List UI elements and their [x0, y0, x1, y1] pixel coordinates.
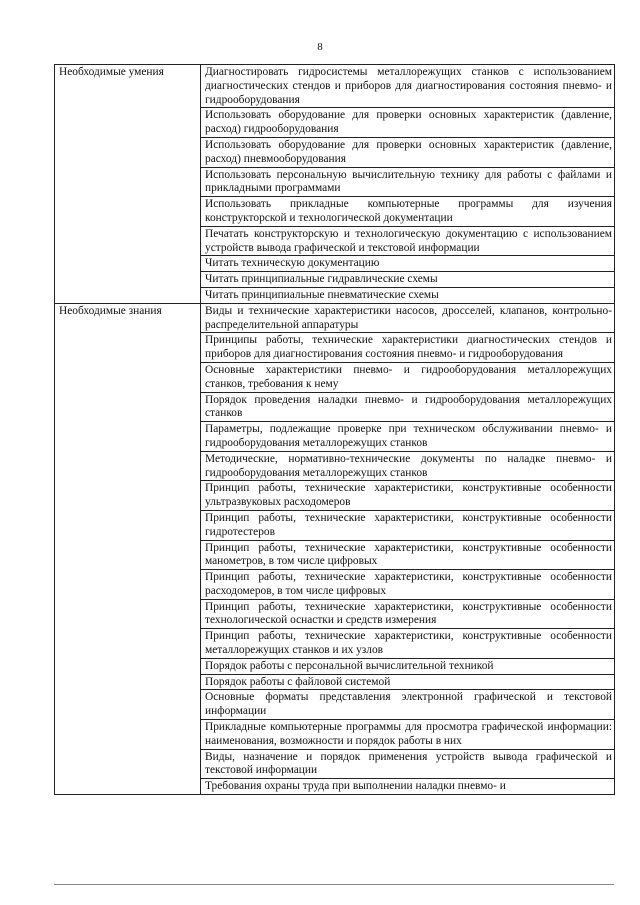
requirement-item: Виды, назначение и порядок применения устройств вывода графической и текстовой информации	[201, 749, 615, 779]
page-bottom-rule	[54, 884, 614, 885]
requirement-item: Порядок проведения наладки пневмо- и гидрооборудования металлорежущих станков	[201, 392, 615, 422]
requirement-item: Использовать прикладные компьютерные программы для изучения конструкторской и технологической документации	[201, 197, 615, 227]
requirement-item: Читать принципиальные гидравлические схемы	[201, 272, 615, 288]
requirement-item: Принцип работы, технические характеристики, конструктивные особенности манометров, в том числе цифровых	[201, 540, 615, 570]
requirement-item: Использовать персональную вычислительную технику для работы с файлами и прикладными программами	[201, 167, 615, 197]
requirement-item: Принципы работы, технические характеристики диагностических стендов и приборов для диагностирования состояния пневмо- и гидрооборудования	[201, 333, 615, 363]
requirement-item: Использовать оборудование для проверки основных характеристик (давление, расход) пневмооборудования	[201, 137, 615, 167]
requirement-item: Печатать конструкторскую и технологическую документацию с использованием устройств вывода графической и текстовой информации	[201, 226, 615, 256]
requirement-item: Читать техническую документацию	[201, 256, 615, 272]
requirement-item: Прикладные компьютерные программы для просмотра графической информации: наименования, возможности и порядок работы в них	[201, 720, 615, 750]
section-title: Необходимые умения	[55, 65, 201, 304]
requirement-item: Принцип работы, технические характеристики, конструктивные особенности расходомеров, в том числе цифровых	[201, 570, 615, 600]
requirement-item: Порядок работы с файловой системой	[201, 674, 615, 690]
requirement-item: Принцип работы, технические характеристики, конструктивные особенности металлорежущих станков и их узлов	[201, 629, 615, 659]
requirement-item: Принцип работы, технические характеристики, конструктивные особенности гидротестеров	[201, 510, 615, 540]
requirements-table-container	[54, 64, 614, 795]
requirement-item: Порядок работы с персональной вычислительной техникой	[201, 658, 615, 674]
requirement-item: Параметры, подлежащие проверке при техническом обслуживании пневмо- и гидрооборудования металлорежущих станков	[201, 422, 615, 452]
requirement-item: Основные форматы представления электронной графической и текстовой информации	[201, 690, 615, 720]
page-number: 8	[317, 41, 323, 53]
table-row	[55, 303, 615, 333]
requirement-item: Диагностировать гидросистемы металлорежущих станков с использованием диагностических стендов и приборов для диагностирования состояния пневмо- и гидрооборудования	[201, 65, 615, 108]
requirement-item: Виды и технические характеристики насосов, дросселей, клапанов, контрольно-распределительной аппаратуры	[201, 303, 615, 333]
requirement-item: Методические, нормативно-технические документы по наладке пневмо- и гидрооборудования металлорежущих станков	[201, 451, 615, 481]
requirement-item: Принцип работы, технические характеристики, конструктивные особенности ультразвуковых расходомеров	[201, 481, 615, 511]
requirement-item: Читать принципиальные пневматические схемы	[201, 287, 615, 303]
section-title: Необходимые знания	[55, 303, 201, 794]
requirement-item: Требования охраны труда при выполнении наладки пневмо- и	[201, 779, 615, 795]
requirement-item: Основные характеристики пневмо- и гидрооборудования металлорежущих станков, требования к нему	[201, 362, 615, 392]
requirements-table	[54, 64, 615, 795]
requirement-item: Принцип работы, технические характеристики, конструктивные особенности технологической оснастки и средств измерения	[201, 599, 615, 629]
table-row	[55, 65, 615, 108]
requirements-table-body	[55, 65, 615, 795]
requirement-item: Использовать оборудование для проверки основных характеристик (давление, расход) гидрооборудования	[201, 108, 615, 138]
